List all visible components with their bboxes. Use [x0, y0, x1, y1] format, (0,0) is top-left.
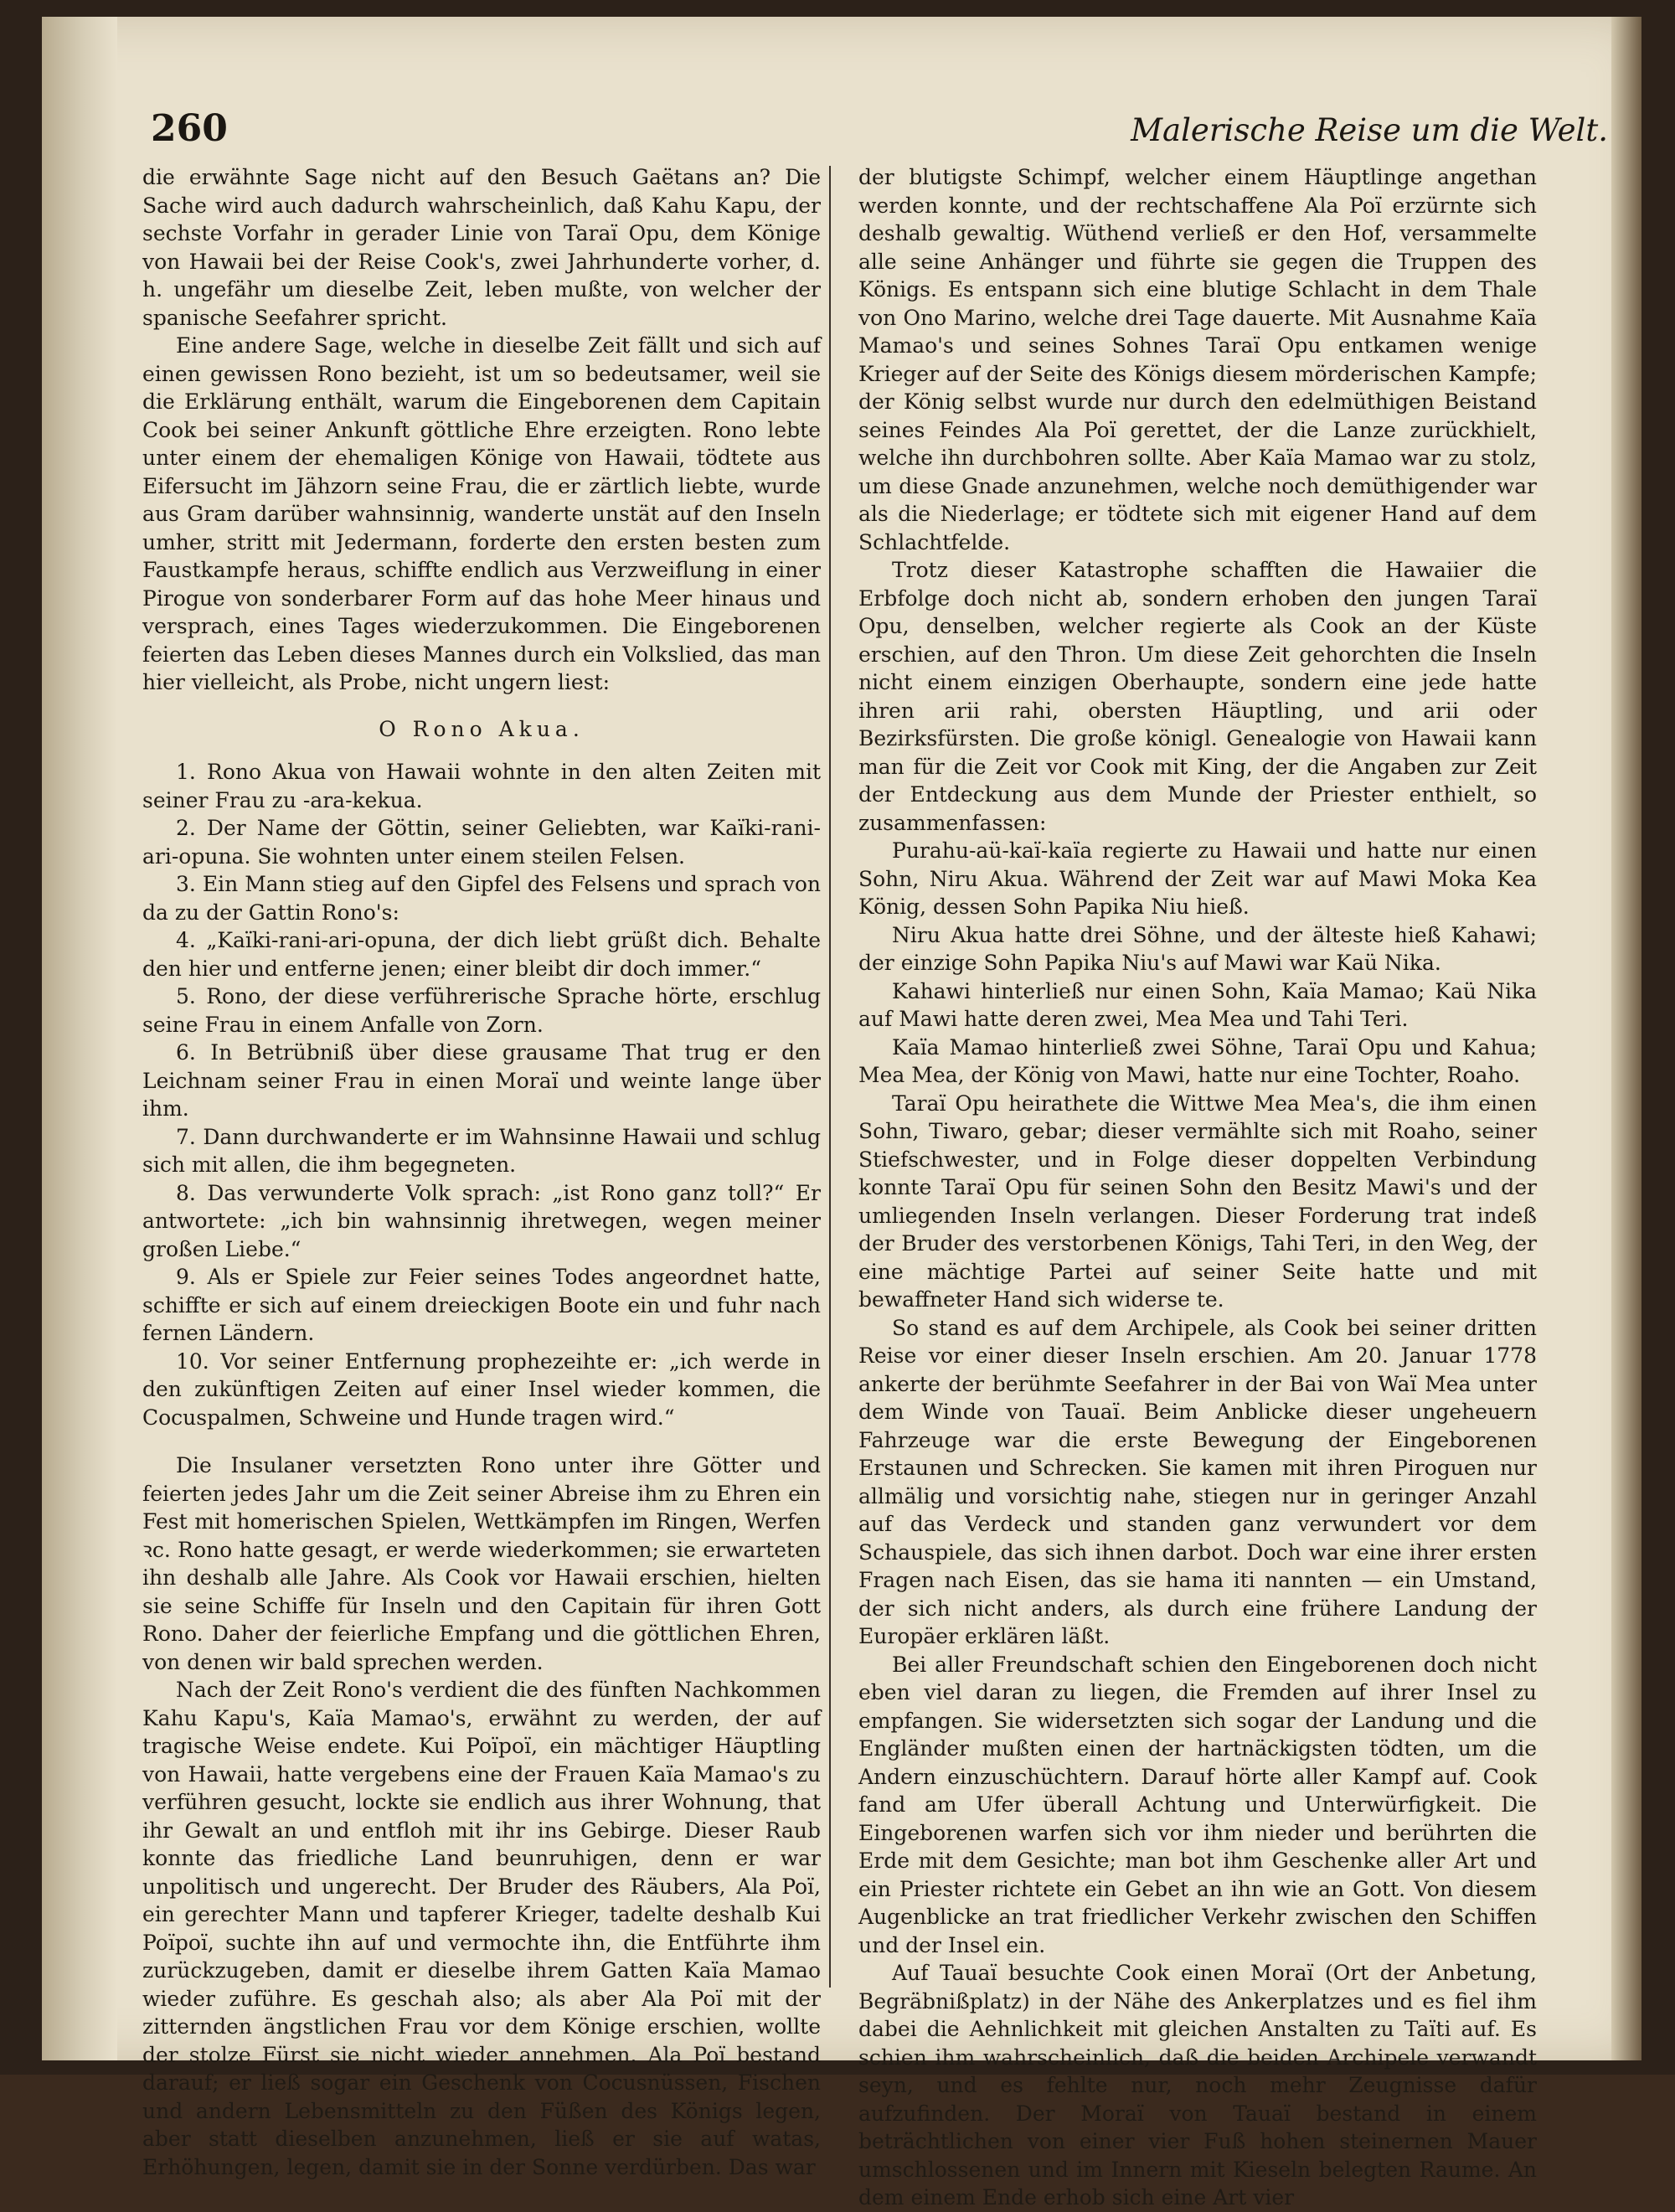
book-page [42, 17, 1642, 2209]
right-paragraph-9: Bei aller Freundschaft schien den Eingeborenen doch nicht eben viel daran zu liegen, die Fremden auf ihrer Insel zu empfangen. Sie widersetzten sich sogar der Landung und die Engländer mußten einen der hartnäckigsten tödten, um die Andern einzuschüchtern. Darauf hörte aller Kampf auf. Cook fand am Ufer überall Achtung und Unterwürfigkeit. Die Eingeborenen warfen sich vor ihm nieder und berührten die Erde mit dem Gesichte; man bot ihm Geschenke aller Art und ein Priester richtete ein Gebet an ihn wie an Gott. Von diesem Augenblicke an trat friedlicher Verkehr zwischen den Schiffen und der Insel ein. [858, 1652, 1537, 1957]
right-paragraph-7: Taraï Opu heirathete die Wittwe Mea Mea's, die ihm einen Sohn, Tiwaro, gebar; dieser vermählte sich mit Roaho, seiner Stiefschwester, und in Folge dieser doppelten Verbindung konnte Taraï Opu für seinen Sohn den Besitz Mawi's und der umliegenden Inseln verlangen. Dieser Forderung trat indeß der Bruder des verstorbenen Königs, Tahi Teri, in den Weg, der eine mächtige Partei auf seiner Seite hatte und mit bewaffneter Hand sich widerse te. [858, 1091, 1537, 1312]
verse-7: 7. Dann durchwanderte er im Wahnsinne Hawaii und schlug sich mit allen, die ihm begegneten. [142, 1124, 821, 1177]
page-edge-shadow [1611, 17, 1642, 2060]
left-paragraph-4: Nach der Zeit Rono's verdient die des fünften Nachkommen Kahu Kapu's, Kaïa Mamao's, erwähnt zu werden, der auf tragische Weise endete. Kui Poïpoï, ein mächtiger Häuptling von Hawaii, hatte vergebens eine der Frauen Kaïa Mamao's zu verführen gesucht, lockte sie endlich aus ihrer Wohnung, that ihr Gewalt an und entfloh mit ihr ins Gebirge. Dieser Raub konnte das friedliche Land beunruhigen, denn er war unpolitisch und ungerecht. Der Bruder des Räubers, Ala Poï, ein gerechter Mann und tapferer Krieger, tadelte deshalb Kui Poïpoï, suchte ihn auf und vermochte ihn, die Entführte ihm zurückzugeben, damit er dieselbe ihrem Gatten Kaïa Mamao wieder zuführe. Es geschah also; als aber Ala Poï mit der zitternden ängstlichen Frau vor dem Könige erschien, wollte der stolze Fürst sie nicht wieder annehmen. Ala Poï bestand darauf; er ließ sogar ein Geschenk von Cocusnüssen, Fischen und andern Lebensmitteln zu den Füßen des Königs legen, aber statt dieselben anzunehmen, ließ er sie auf watas, Erhöhungen, legen, damit sie in der Sonne verdürben. Das war [142, 1678, 821, 2179]
left-column [142, 163, 821, 2179]
column-rule [829, 166, 831, 1988]
right-paragraph-1: der blutigste Schimpf, welcher einem Häuptlinge angethan werden konnte, und der rechtschaffene Ala Poï erzürnte sich deshalb gewaltig. Wüthend verließ er den Hof, versammelte alle seine Anhänger und führte sie gegen die Truppen des Königs. Es entspann sich eine blutige Schlacht in dem Thale von Ono Marino, welche drei Tage dauerte. Mit Ausnahme Kaïa Mamao's und seines Sohnes Taraï Opu entkamen wenige Krieger auf der Seite des Königs diesem mörderischen Kampfe; der König selbst wurde nur durch den edelmüthigen Beistand seines Feindes Ala Poï gerettet, der die Lanze zurückhielt, welche ihn durchbohren sollte. Aber Kaïa Mamao war zu stolz, um diese Gnade anzunehmen, welche noch demüthigender war als die Niederlage; er tödtete sich mit eigener Hand auf dem Schlachtfelde. [858, 165, 1537, 554]
section-gap [142, 1431, 821, 1451]
right-paragraph-6: Kaïa Mamao hinterließ zwei Söhne, Taraï Opu und Kahua; Mea Mea, der König von Mawi, hatte nur eine Tochter, Roaho. [858, 1034, 1537, 1087]
right-column [858, 163, 1537, 2209]
right-paragraph-5: Kahawi hinterließ nur einen Sohn, Kaïa Mamao; Kaü Nika auf Mawi hatte deren zwei, Mea Mea und Tahi Teri. [858, 978, 1537, 1031]
verse-9: 9. Als er Spiele zur Feier seines Todes angeordnet hatte, schiffte er sich auf einem dreieckigen Boote ein und fuhr nach fernen Ländern. [142, 1265, 821, 1345]
verse-10: 10. Vor seiner Entfernung prophezeihte er: „ich werde in den zukünftigen Zeiten auf einer Insel wieder kommen, die Cocuspalmen, Schweine und Hunde tragen wird.“ [142, 1348, 821, 1430]
right-paragraph-8: So stand es auf dem Archipele, als Cook bei seiner dritten Reise vor einer dieser Inseln erschien. Am 20. Januar 1778 ankerte der berühmte Seefahrer in der Bai von Waï Mea unter dem Winde von Tauaï. Beim Anblicke dieser ungeheuern Fahrzeuge war die erste Bewegung der Eingeborenen Erstaunen und Schrecken. Sie kamen mit ihren Piroguen nur allmälig und vorsichtig nahe, stiegen nur in geringer Anzahl auf das Verdeck und standen ganz verwundert vor dem Schauspiele, das sich ihnen darbot. Doch war eine ihrer ersten Fragen nach Eisen, das sie hama iti nannten — ein Umstand, der sich nicht anders, als durch eine frühere Landung der Europäer erklären läßt. [858, 1315, 1537, 1648]
left-paragraph-1: die erwähnte Sage nicht auf den Besuch Gaëtans an? Die Sache wird auch dadurch wahrscheinlich, daß Kahu Kapu, der sechste Vorfahr in gerader Linie von Taraï Opu, dem Könige von Hawaii bei der Reise Cook's, zwei Jahrhunderte vorher, d. h. ungefähr um dieselbe Zeit, leben mußte, von welcher der spanische Seefahrer spricht. [142, 165, 821, 330]
running-title: Malerische Reise um die Welt. [1131, 112, 1608, 148]
verse-5: 5. Rono, der diese verführerische Sprache hörte, erschlug seine Frau in einem Anfalle von Zorn. [142, 984, 821, 1037]
left-paragraph-2: Eine andere Sage, welche in dieselbe Zeit fällt und sich auf einen gewissen Rono bezieht, ist um so bedeutsamer, weil sie die Erklärung enthält, warum die Eingeborenen dem Capitain Cook bei seiner Ankunft göttliche Ehre erzeigten. Rono lebte unter einem der ehemaligen Könige von Hawaii, tödtete aus Eifersucht im Jähzorn seine Frau, die er zärtlich liebte, wurde aus Gram darüber wahnsinnig, wanderte unstät auf den Inseln umher, stritt mit Jedermann, forderte den ersten besten zum Faustkampfe heraus, schiffte endlich aus Verzweiflung in einer Pirogue von sonderbarer Form auf das hohe Meer hinaus und versprach, eines Tages wiederzukommen. Die Eingeborenen feierten das Leben dieses Mannes durch ein Volkslied, das man hier vielleicht, als Probe, nicht ungern liest: [142, 333, 821, 694]
verse-3: 3. Ein Mann stieg auf den Gipfel des Felsens und sprach von da zu der Gattin Rono's: [142, 872, 821, 925]
verse-1: 1. Rono Akua von Hawaii wohnte in den alten Zeiten mit seiner Frau zu -ara-kekua. [142, 760, 821, 812]
page-header [151, 92, 1608, 159]
page-gutter-shadow [42, 17, 117, 2060]
right-paragraph-10: Auf Tauaï besuchte Cook einen Moraï (Ort der Anbetung, Begräbnißplatz) in der Nähe des Ankerplatzes und es fiel ihm dabei die Aehnlichkeit mit gleichen Anstalten zu Taïti auf. Es schien ihm wahrscheinlich, daß die beiden Archipele verwandt seyn, und es fehlte nur, noch mehr Zeugnisse dafür aufzufinden. Der Moraï von Tauaï bestand in einem beträchtlichen von einer vier Fuß hohen steinernen Mauer umschlossenen und im Innern mit Kieseln belegten Raume. An dem einem Ende erhob sich eine Art vier [858, 1961, 1537, 2209]
right-paragraph-3: Purahu-aü-kaï-kaïa regierte zu Hawaii und hatte nur einen Sohn, Niru Akua. Während der Zeit war auf Mawi Moka Kea König, dessen Sohn Papika Niu hieß. [858, 838, 1537, 919]
right-paragraph-4: Niru Akua hatte drei Söhne, und der älteste hieß Kahawi; der einzige Sohn Papika Niu's auf Mawi war Kaü Nika. [858, 922, 1537, 975]
verse-8: 8. Das verwunderte Volk sprach: „ist Rono ganz toll?“ Er antwortete: „ich bin wahnsinnig ihretwegen, wegen meiner großen Liebe.“ [142, 1180, 821, 1261]
right-paragraph-2: Trotz dieser Katastrophe schafften die Hawaiier die Erbfolge doch nicht ab, sondern erhoben den jungen Taraï Opu, denselben, welcher regierte als Cook an der Küste erschien, auf den Thron. Um diese Zeit gehorchten die Inseln nicht einem einzigen Oberhaupte, sondern eine jede hatte ihren arii rahi, obersten Häuptling, und arii oder Bezirksfürsten. Die große königl. Genealogie von Hawaii kann man für die Zeit vor Cook mit King, der die Angaben zur Zeit der Entdeckung aus dem Munde der Priester enthielt, so zusammenfassen: [858, 558, 1537, 835]
page-number: 260 [151, 107, 228, 150]
verse-2: 2. Der Name der Göttin, seiner Geliebten, war Kaïki-rani-ari-opuna. Sie wohnten unter einem steilen Felsen. [142, 816, 821, 869]
verse-4: 4. „Kaïki-rani-ari-opuna, der dich liebt grüßt dich. Behalte den hier und entferne jenen; einer bleibt dir doch immer.“ [142, 928, 821, 981]
song-title: O Rono Akua. [379, 716, 585, 741]
left-paragraph-3: Die Insulaner versetzten Rono unter ihre Götter und feierten jedes Jahr um die Zeit seiner Abreise ihm zu Ehren ein Fest mit homerischen Spielen, Wettkämpfen im Ringen, Werfen ꝛc. Rono hatte gesagt, er werde wiederkommen; sie erwarteten ihn deshalb alle Jahre. Als Cook vor Hawaii erschien, hielten sie seine Schiffe für Inseln und den Capitain für ihren Gott Rono. Daher der feierliche Empfang und die göttlichen Ehren, von denen wir bald sprechen werden. [142, 1453, 821, 1674]
verse-6: 6. In Betrübniß über diese grausame That trug er den Leichnam seiner Frau in einen Moraï und weinte lange über ihm. [142, 1040, 821, 1121]
